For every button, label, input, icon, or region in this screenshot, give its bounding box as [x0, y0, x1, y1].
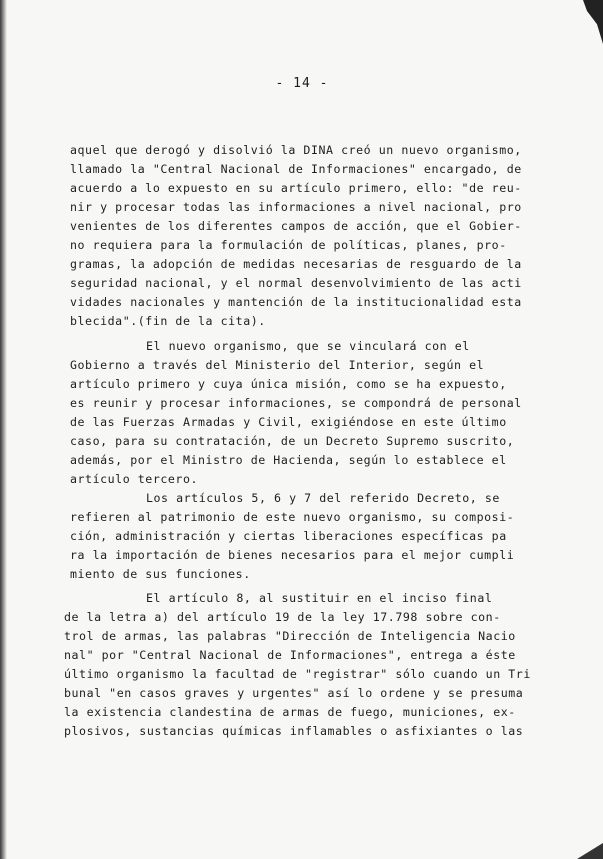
text-line: la existencia clandestina de armas de fuego, municiones, ex- [64, 705, 516, 719]
text-line: seguridad nacional, y el normal desenvolvimiento de las acti [70, 276, 522, 290]
text-line: gramas, la adopción de medidas necesarias de resguardo de la [70, 257, 522, 271]
text-line: último organismo la facultad de "registrar" sólo cuando un Tri [64, 667, 531, 681]
text-line: bunal "en casos graves y urgentes" así lo ordene y se presuma [64, 686, 524, 700]
text-line: El nuevo organismo, que se vinculará con el [146, 339, 470, 353]
text-line: artículo primero y cuya única misión, como se ha expuesto, [70, 377, 507, 391]
text-line: no requiera para la formulación de políticas, planes, pro- [70, 238, 507, 252]
text-line: nir y procesar todas las informaciones a nivel nacional, pro [70, 200, 522, 214]
text-line: nal" por "Central Nacional de Informaciones", entrega a éste [64, 648, 516, 662]
text-line: plosivos, sustancias químicas inflamables o asfixiantes o las [64, 724, 524, 738]
text-line: ra la importación de bienes necesarios para el mejor cumpli [70, 548, 515, 562]
text-line: de las Fuerzas Armadas y Civil, exigiéndose en este último [70, 415, 507, 429]
scan-corner-mark [583, 0, 603, 44]
scan-bottom-corner [577, 843, 603, 859]
text-line: artículo tercero. [70, 472, 199, 486]
page-number: - 14 - [275, 76, 329, 91]
text-line: venientes de los diferentes campos de acción, que el Gobier- [70, 219, 522, 233]
text-line: llamado la "Central Nacional de Informaciones" encargado, de [70, 162, 522, 176]
text-line: blecida".(fin de la cita). [70, 314, 266, 328]
text-line: vidades nacionales y mantención de la institucionalidad esta [70, 295, 522, 309]
text-line: trol de armas, las palabras "Dirección de Inteligencia Nacio [64, 629, 516, 643]
text-line: acuerdo a lo expuesto en su artículo primero, ello: "de reu- [70, 181, 522, 195]
text-line: El artículo 8, al sustituir en el inciso final [146, 591, 493, 605]
scan-left-edge [0, 0, 7, 859]
text-line: de la letra a) del artículo 19 de la ley 17.798 sobre con- [64, 610, 501, 624]
text-line: aquel que derogó y disolvió la DINA creó un nuevo organismo, [70, 143, 522, 157]
text-line: ción, administración y ciertas liberaciones específicas pa [70, 529, 507, 543]
text-line: refieren al patrimonio de este nuevo organismo, su composi- [70, 510, 515, 524]
text-line: miento de sus funciones. [70, 567, 251, 581]
text-line: caso, para su contratación, de un Decreto Supremo suscrito, [70, 434, 515, 448]
text-line: además, por el Ministro de Hacienda, según lo establece el [70, 453, 507, 467]
text-line: es reunir y procesar informaciones, se compondrá de personal [70, 396, 522, 410]
text-line: Los artículos 5, 6 y 7 del referido Decreto, se [146, 491, 500, 505]
text-line: Gobierno a través del Ministerio del Interior, según el [70, 358, 485, 372]
